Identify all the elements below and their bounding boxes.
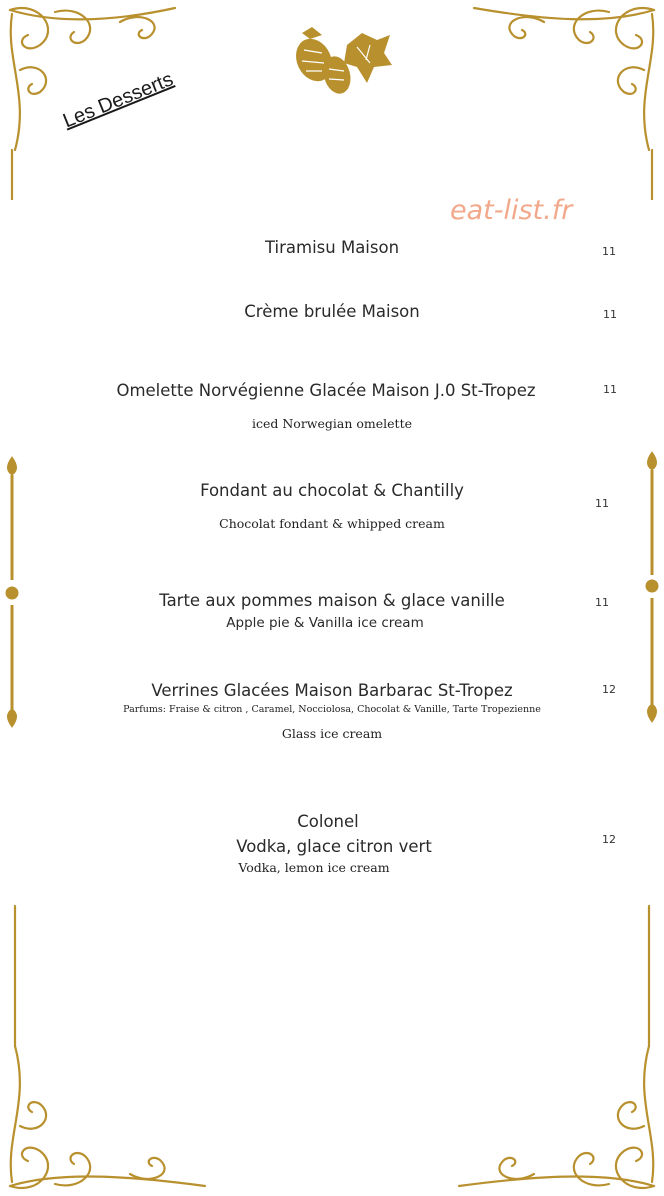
menu-item-description: Apple pie & Vanilla ice cream xyxy=(226,615,424,631)
menu-item-price: 11 xyxy=(603,383,617,396)
hops-logo-icon xyxy=(282,25,394,107)
menu-item-name: Colonel xyxy=(297,812,359,831)
menu-item-description: Glass ice cream xyxy=(281,726,383,741)
watermark-text: eat-list.fr xyxy=(450,195,573,226)
section-title: Les Desserts xyxy=(60,68,177,133)
menu-item-description: iced Norwegian omelette xyxy=(252,416,412,431)
top-right-flourish-ornament xyxy=(454,0,664,200)
menu-item-name: Tarte aux pommes maison & glace vanille xyxy=(159,591,505,610)
menu-item-name: Omelette Norvégienne Glacée Maison J.0 St-Tropez xyxy=(116,381,536,400)
menu-item-price: 12 xyxy=(602,833,616,846)
menu-item-name: Verrines Glacées Maison Barbarac St-Tropez xyxy=(151,681,513,700)
menu-item-price: 11 xyxy=(602,245,616,258)
menu-item-description: Chocolat fondant & whipped cream xyxy=(219,516,445,531)
menu-item-flavors: Parfums: Fraise & citron , Caramel, Nocciolosa, Chocolat & Vanille, Tarte Tropezienne xyxy=(123,704,541,715)
menu-item-name: Fondant au chocolat & Chantilly xyxy=(200,481,464,500)
menu-item-description: Vodka, lemon ice cream xyxy=(238,860,390,875)
menu-item-price: 12 xyxy=(602,683,616,696)
menu-item-price: 11 xyxy=(595,596,609,609)
menu-item-price: 11 xyxy=(595,497,609,510)
menu-item-name: Crème brulée Maison xyxy=(244,302,420,321)
menu-item-price: 11 xyxy=(603,308,617,321)
bottom-left-flourish-ornament xyxy=(0,896,210,1196)
menu-item-name: Tiramisu Maison xyxy=(264,238,400,257)
bottom-right-flourish-ornament xyxy=(454,896,664,1196)
menu-item-name-line2: Vodka, glace citron vert xyxy=(236,837,432,856)
